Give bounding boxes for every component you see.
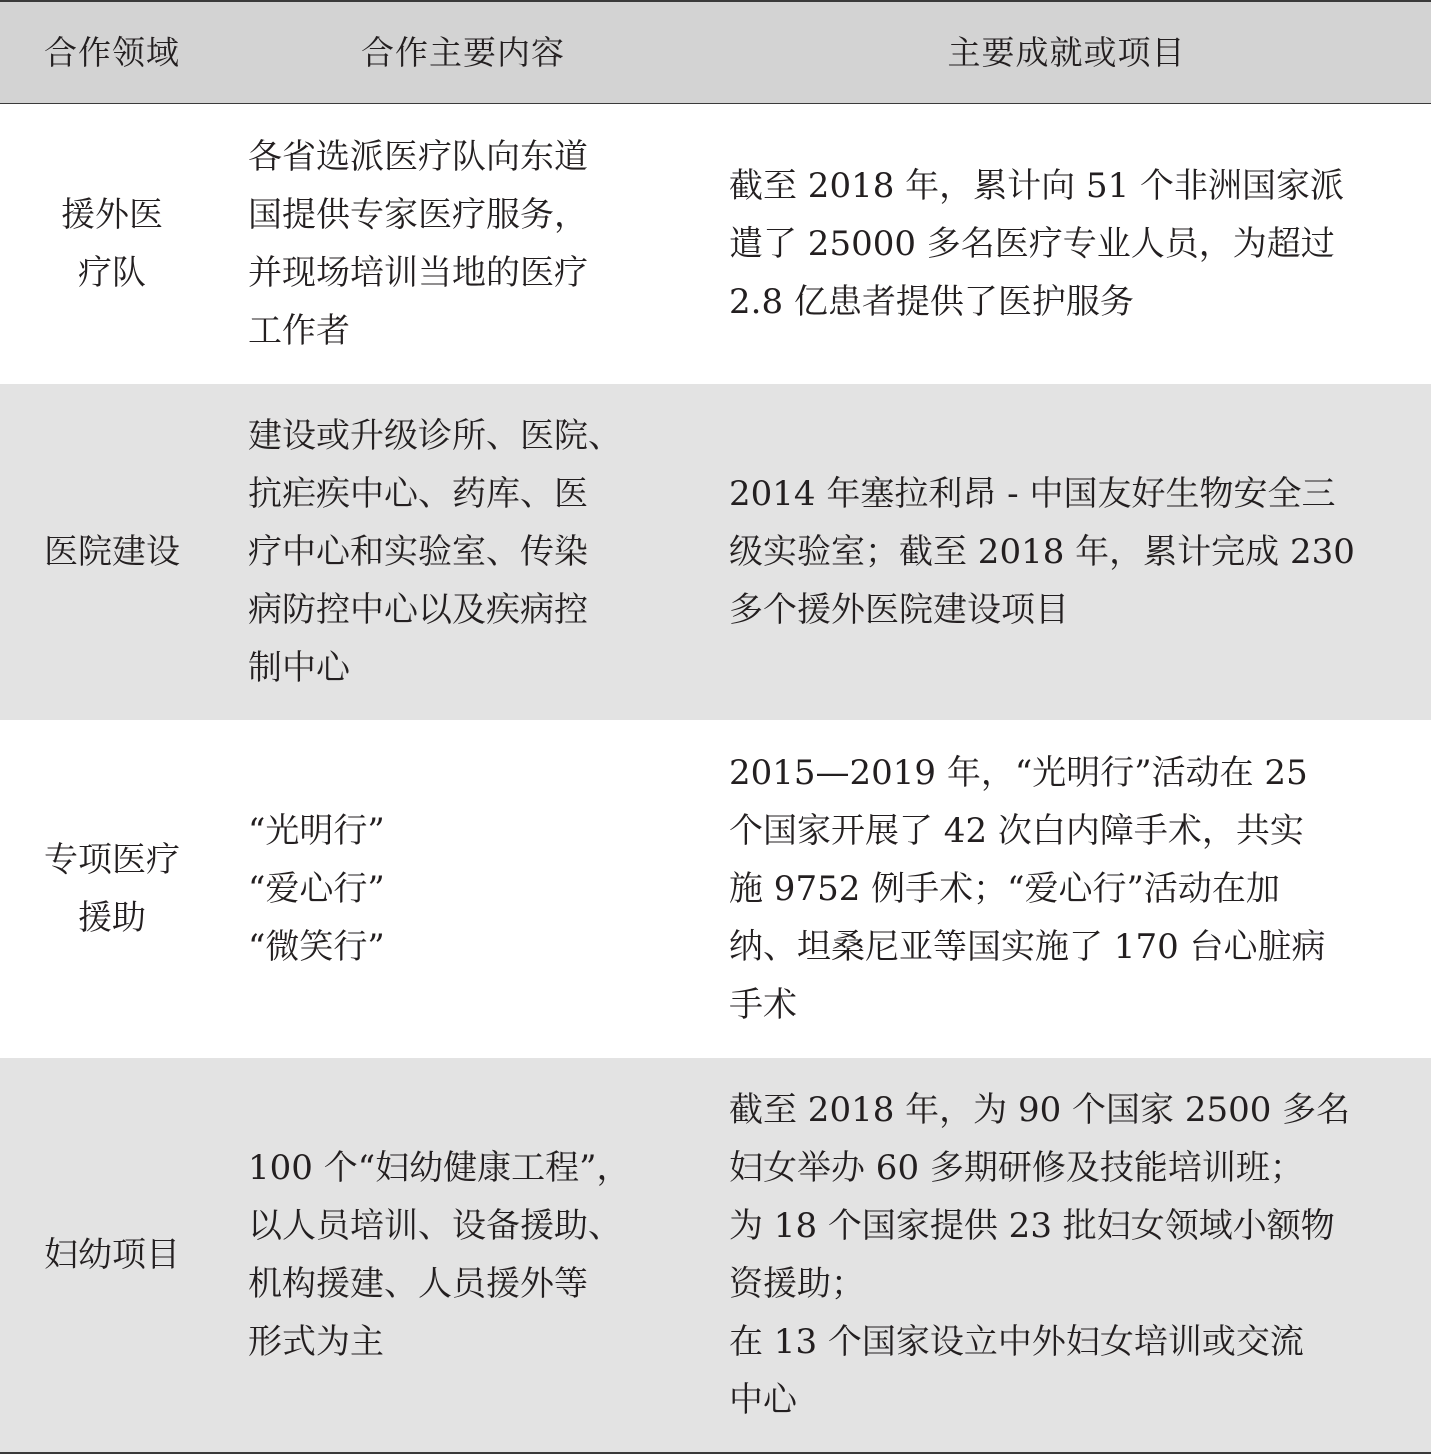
table-row: [0, 384, 1431, 720]
achievement-cell: [702, 104, 1431, 384]
header-cooperation-content: 合作主要内容: [361, 32, 565, 72]
content-cell: [0, 720, 702, 1058]
table-row: [0, 720, 1431, 1058]
achievement-cell: [702, 1058, 1431, 1452]
achievement-text: 2015—2019 年，“光明行”活动在 25 个国家开展了 42 次白内障手术，共实 施 9752 例手术；“爱心行”活动在加 纳、坦桑尼亚等国实施了 170 台心脏病 手术: [729, 753, 1326, 1025]
content-text: 100 个“妇幼健康工程”， 以人员培训、设备援助、 机构援建、人员援外等 形式为主: [248, 1148, 631, 1362]
table-header-row: [0, 2, 1431, 104]
content-text: 建设或升级诊所、医院、 抗疟疾中心、药库、医 疗中心和实验室、传染 病防控中心以及疾病控 制中心: [248, 416, 622, 688]
field-text: 援外医 疗队: [61, 195, 163, 293]
achievement-cell: [702, 384, 1431, 720]
header-achievements: 主要成就或项目: [947, 32, 1186, 72]
header-cooperation-field: 合作领域: [44, 32, 180, 72]
field-text: 妇幼项目: [44, 1235, 180, 1275]
table-row: [0, 104, 1431, 384]
content-cell: [0, 104, 702, 384]
table-row: [0, 1058, 1431, 1452]
content-text: “光明行” “爱心行” “微笑行”: [248, 811, 385, 967]
content-cell: [0, 1058, 702, 1452]
content-cell: [0, 384, 702, 720]
content-text: 各省选派医疗队向东道 国提供专家医疗服务， 并现场培训当地的医疗 工作者: [248, 137, 588, 351]
achievement-text: 2014 年塞拉利昂 - 中国友好生物安全三 级实验室；截至 2018 年，累计完成 230 多个援外医院建设项目: [729, 474, 1355, 630]
field-text: 医院建设: [44, 532, 180, 572]
achievement-text: 截至 2018 年，为 90 个国家 2500 多名 妇女举办 60 多期研修及技能培训班； 为 18 个国家提供 23 批妇女领域小额物 资援助； 在 13 个国家设立中外妇女培训或交流 中心: [729, 1090, 1351, 1420]
achievement-cell: [702, 720, 1431, 1058]
achievement-text: 截至 2018 年，累计向 51 个非洲国家派 遣了 25000 多名医疗专业人员，为超过 2.8 亿患者提供了医护服务: [729, 166, 1345, 322]
field-text: 专项医疗 援助: [44, 840, 180, 938]
